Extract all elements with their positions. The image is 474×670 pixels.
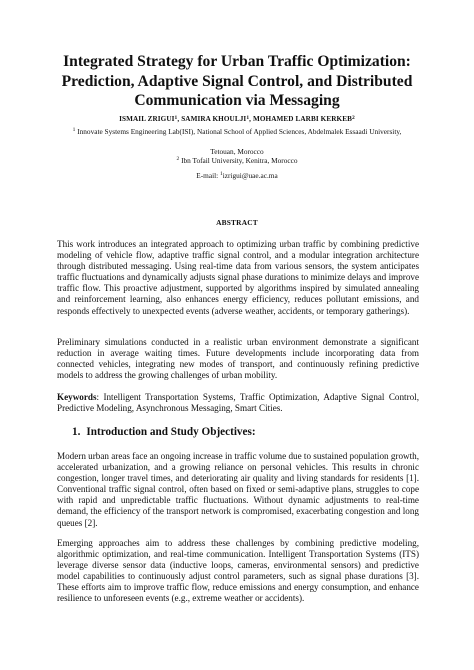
- section-number: 1.: [72, 426, 81, 438]
- author-name: MOHAMED LARBI KERKEB: [252, 115, 353, 123]
- paper-title: [40, 52, 434, 111]
- affiliation-sup: 2: [176, 156, 180, 162]
- title-line: Communication via Messaging: [134, 92, 340, 109]
- title-line: Integrated Strategy for Urban Traffic Optimization:: [63, 53, 411, 70]
- section-heading: [72, 426, 262, 438]
- email-label: E-mail:: [196, 171, 221, 180]
- keywords: [57, 392, 419, 414]
- email-address: izrigui@uae.ac.ma: [222, 171, 278, 180]
- body-paragraph: Emerging approaches aim to address these challenges by combining predictive modeling, algorithmic optimization, and real-time communication. Intelligent Transportation Systems (ITS) leverage diverse sensor data (inductive loops, cameras, environmental sensors) and predictive model capabilities to continuously adjust control parameters, such as signal phase durations [3]. These efforts aim to improve traffic flow, reduce emissions and energy consumption, and enhance resilience to unforeseen events (e.g., extreme weather or accidents).: [57, 538, 419, 604]
- author-list: [30, 115, 444, 124]
- affiliation-text: Innovate Systems Engineering Lab(ISI), National School of Applied Sciences, Abdelmalek Essaadi University,: [75, 127, 402, 136]
- keywords-text: : Intelligent Transportation Systems, Traffic Optimization, Adaptive Signal Control, Predictive Modeling, Asynchronous Messaging, Smart Cities.: [57, 392, 419, 414]
- abstract-paragraph: This work introduces an integrated approach to optimizing urban traffic by combining predictive modeling of vehicle flow, adaptive traffic signal control, and a modular integration architecture through distributed messaging. Using real-time data from various sensors, the system anticipates traffic fluctuations and dynamically adjusts signal phase durations to minimize delays and improve traffic flow. This proactive adjustment, supported by algorithms inspired by simulated annealing and reinforcement learning, also enhances energy efficiency, reduces pollutant emissions, and responds effectively to unexpected events (adverse weather, accidents, or temporary gatherings).: [57, 239, 419, 316]
- affiliation-1-city: Tetouan, Morocco: [210, 147, 264, 156]
- title-line: Prediction, Adaptive Signal Control, and Distributed: [61, 72, 413, 90]
- email-sup: 1: [220, 171, 223, 177]
- section-title: Introduction and Study Objectives:: [86, 426, 256, 438]
- author-email: [30, 171, 444, 180]
- affiliation-2: [30, 156, 444, 165]
- author-sep: ,: [249, 115, 253, 123]
- author-name: SAMIRA KHOULJI: [181, 115, 247, 123]
- keywords-label: Keywords: [57, 392, 97, 402]
- affiliation-sup: 1: [72, 127, 76, 133]
- abstract-heading: ABSTRACT: [216, 218, 258, 227]
- author-name: ISMAIL ZRIGUI: [119, 115, 175, 123]
- affiliation-text: Ibn Tofail University, Kenitra, Morocco: [179, 156, 298, 165]
- author-sup: 1: [246, 115, 250, 121]
- author-sup: 2: [352, 115, 355, 121]
- affiliation-1: [30, 127, 444, 136]
- author-sep: ,: [177, 115, 182, 123]
- abstract-paragraph: Preliminary simulations conducted in a realistic urban environment demonstrate a significant reduction in average waiting times. Future developments include incorporating data from connected vehicles, integrating new modes of transport, and continuously refining predictive models to address the growing challenges of urban mobility.: [57, 337, 419, 381]
- body-paragraph: Modern urban areas face an ongoing increase in traffic volume due to sustained population growth, accelerated urbanization, and a growing reliance on personal vehicles. This results in chronic congestion, longer travel times, and deteriorating air quality and living standards for residents [1]. Conventional traffic signal control, often based on fixed or semi-adaptive plans, struggles to cope with rapid and unpredictable traffic fluctuations. Without dynamic adjustments to real-time demand, the efficiency of the transport network is compromised, exacerbating congestion and long queues [2].: [57, 451, 419, 528]
- author-sup: 1: [174, 115, 178, 121]
